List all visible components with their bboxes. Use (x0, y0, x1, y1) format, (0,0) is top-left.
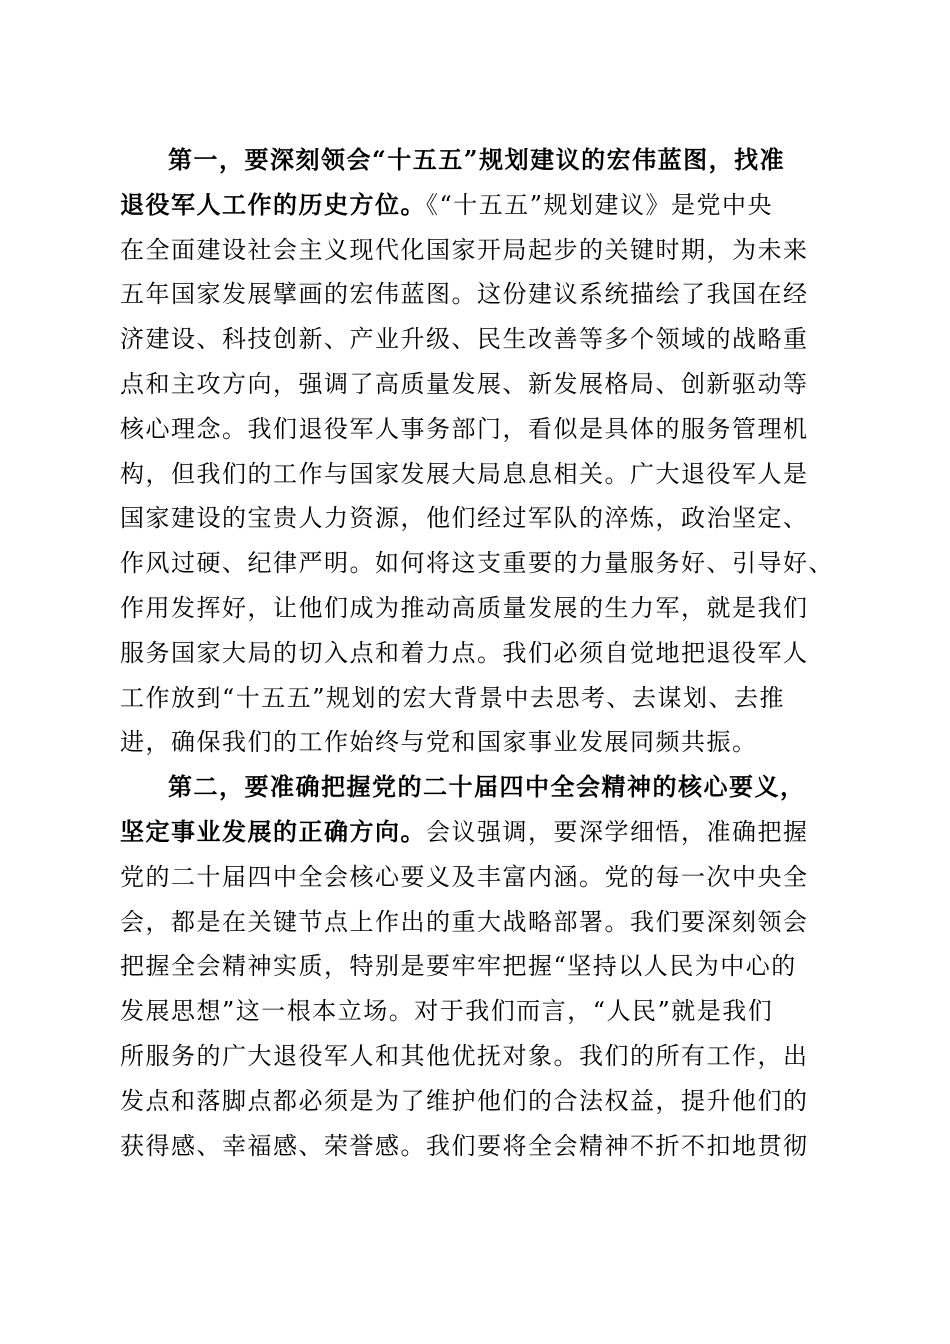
body-text: 会议强调，要深学细悟，准确把握 (426, 817, 809, 846)
body-text: 《“十五五”规划建议》是党中央 (426, 190, 774, 219)
text-line (120, 676, 832, 721)
body-text: 作风过硬、纪律严明。如何将这支重要的力量服务好、引导好、 (120, 549, 834, 578)
body-text: 发点和落脚点都必须是为了维护他们的合法权益，提升他们的 (120, 1086, 809, 1115)
text-line (120, 183, 832, 228)
text-line (120, 586, 832, 631)
body-text: 五年国家发展擘画的宏伟蓝图。这份建议系统描绘了我国在经 (120, 280, 809, 309)
text-line (120, 900, 832, 945)
body-text: 工作放到“十五五”规划的宏大背景中去思考、去谋划、去推 (120, 683, 786, 712)
text-line (120, 362, 832, 407)
body-text: 党的二十届四中全会核心要义及丰富内涵。党的每一次中央全 (120, 862, 809, 891)
text-line (120, 1079, 832, 1124)
paragraph (120, 138, 832, 765)
paragraph (120, 765, 832, 1168)
bold-heading-text: 第二，要准确把握党的二十届四中全会精神的核心要义， (168, 772, 806, 802)
body-text: 进，确保我们的工作始终与党和国家事业发展同频共振。 (120, 728, 758, 757)
bold-heading-text: 第一，要深刻领会“十五五”规划建议的宏伟蓝图，找准 (168, 145, 786, 174)
text-line (120, 855, 832, 900)
bold-heading-text: 坚定事业发展的正确方向。 (120, 816, 426, 846)
body-text: 构，但我们的工作与国家发展大局息息相关。广大退役军人是 (120, 459, 809, 488)
body-text: 点和主攻方向，强调了高质量发展、新发展格局、创新驱动等 (120, 369, 809, 398)
text-line (120, 138, 832, 183)
text-line (120, 765, 832, 810)
body-text: 服务国家大局的切入点和着力点。我们必须自觉地把退役军人 (120, 638, 809, 667)
text-line (120, 944, 832, 989)
text-line (120, 989, 832, 1034)
bold-heading-text: 退役军人工作的历史方位。 (120, 189, 426, 219)
body-text: 所服务的广大退役军人和其他优抚对象。我们的所有工作，出 (120, 1041, 809, 1070)
text-line (120, 541, 832, 586)
text-line (120, 810, 832, 855)
text-line (120, 452, 832, 497)
text-line (120, 631, 832, 676)
body-text: 国家建设的宝贵人力资源，他们经过军队的淬炼，政治坚定、 (120, 504, 809, 533)
text-line (120, 720, 832, 765)
body-text: 在全面建设社会主义现代化国家开局起步的关键时期，为未来 (120, 235, 809, 264)
body-text: 会，都是在关键节点上作出的重大战略部署。我们要深刻领会 (120, 907, 809, 936)
text-line (120, 1034, 832, 1079)
body-text: 获得感、幸福感、荣誉感。我们要将全会精神不折不扣地贯彻 (120, 1131, 809, 1160)
text-line (120, 407, 832, 452)
text-line (120, 317, 832, 362)
text-line (120, 1124, 832, 1169)
body-text: 把握全会精神实质，特别是要牢牢把握“坚持以人民为中心的 (120, 952, 797, 981)
text-line (120, 228, 832, 273)
body-text: 发展思想”这一根本立场。对于我们而言，“人民”就是我们 (120, 997, 774, 1026)
text-line (120, 496, 832, 541)
text-line (120, 272, 832, 317)
document-body (120, 138, 832, 1168)
body-text: 济建设、科技创新、产业升级、民生改善等多个领域的战略重 (120, 325, 809, 354)
body-text: 作用发挥好，让他们成为推动高质量发展的生力军，就是我们 (120, 593, 809, 622)
body-text: 核心理念。我们退役军人事务部门，看似是具体的服务管理机 (120, 414, 809, 443)
